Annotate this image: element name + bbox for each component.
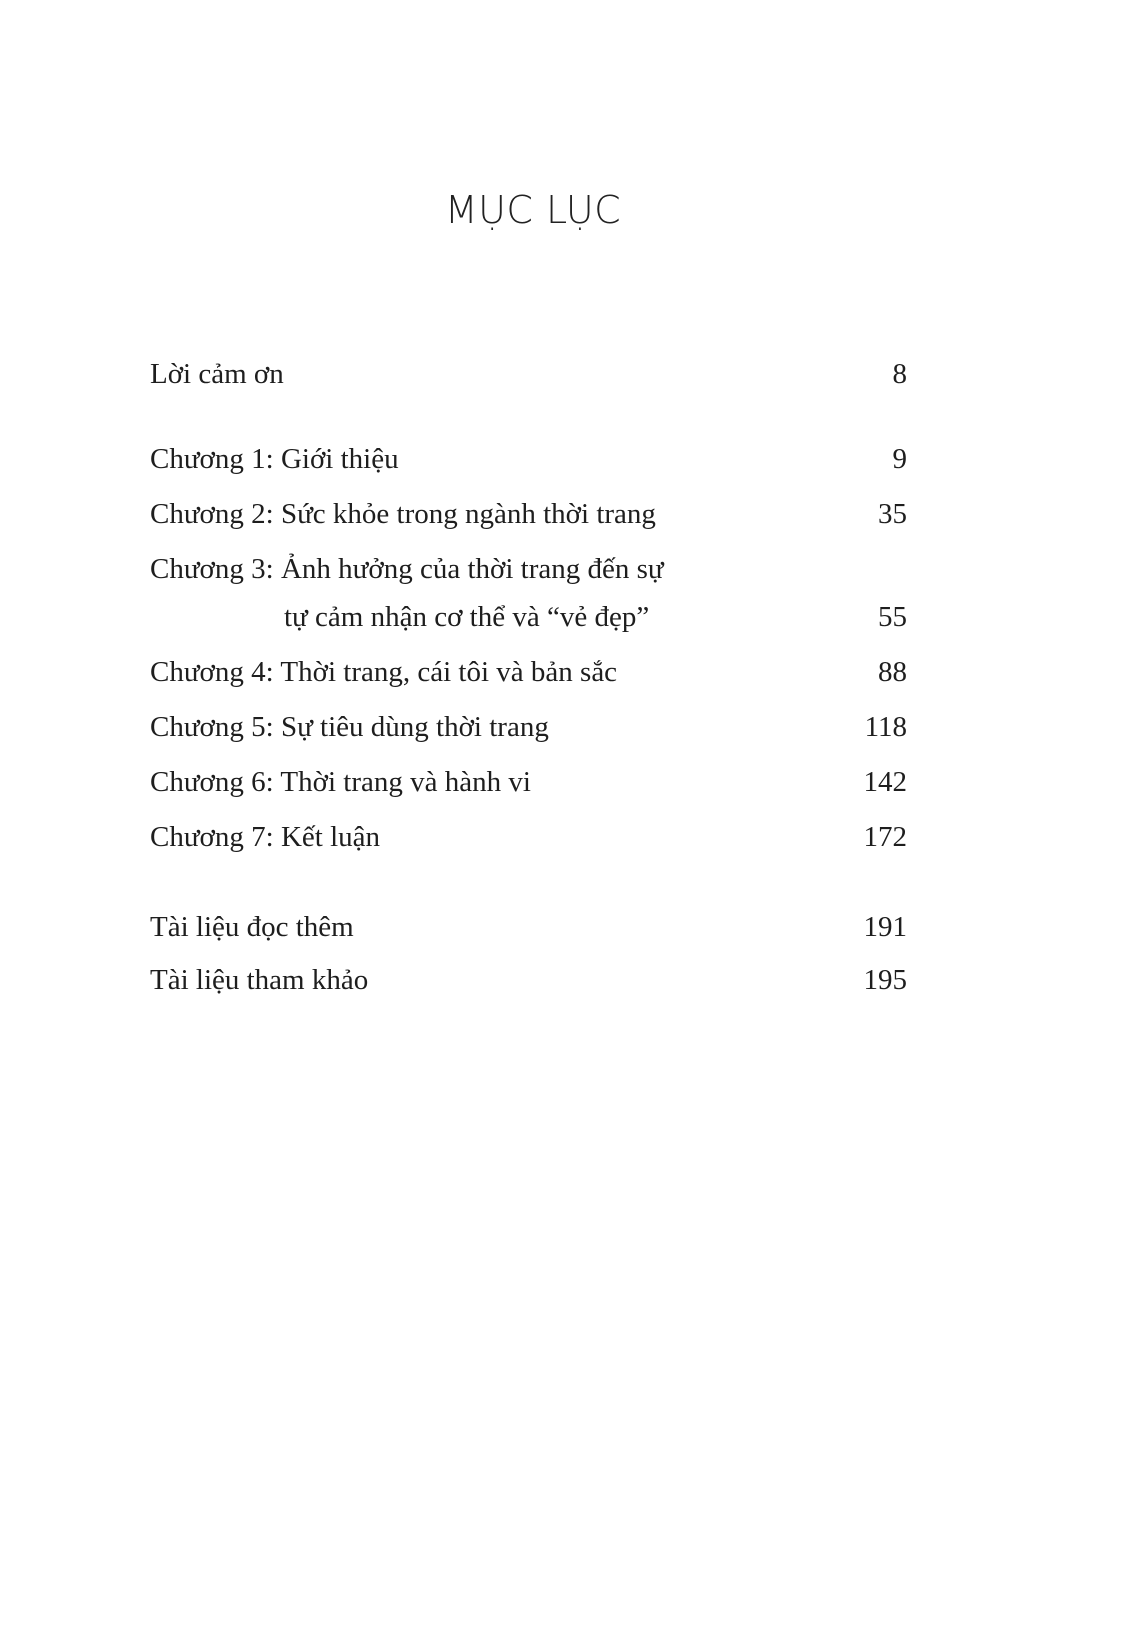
toc-entry-label: Chương 3: Ảnh hưởng của thời trang đến sự [150,553,664,585]
toc-entry-label: Chương 2: Sức khỏe trong ngành thời trang [150,498,656,530]
toc-entry-label: Chương 6: Thời trang và hành vi [150,766,531,798]
toc-entry-page: 172 [863,821,907,853]
toc-entry-page: 88 [878,656,907,688]
toc-entry-label: Lời cảm ơn [150,358,284,390]
toc-entry-acknowledgements[interactable] [150,354,907,394]
toc-entry-page: 195 [863,964,907,996]
toc-entry-label-continued: tự cảm nhận cơ thể và “vẻ đẹp” [284,601,650,633]
toc-entry-label: Chương 1: Giới thiệu [150,443,399,475]
toc-entry-label: Tài liệu tham khảo [150,964,369,996]
toc-entry-chapter-6[interactable] [150,762,907,802]
toc-entry-page: 9 [892,443,907,475]
toc-entry-page: 191 [863,911,907,943]
page-title: MỤC LỤC [444,188,622,232]
toc-entry-label: Tài liệu đọc thêm [150,911,354,943]
toc-entry-chapter-7[interactable] [150,817,907,857]
toc-entry-page: 142 [863,766,907,798]
toc-entry-chapter-5[interactable] [150,707,907,747]
toc-entry-page: 35 [878,498,907,530]
toc-entry-label: Chương 4: Thời trang, cái tôi và bản sắc [150,656,618,688]
toc-entry-further-reading[interactable] [150,907,907,947]
toc-entry-page: 8 [892,358,907,390]
toc-entry-page: 55 [878,601,907,633]
toc-entry-page: 118 [864,711,907,743]
toc-entry-chapter-4[interactable] [150,652,907,692]
toc-entry-label: Chương 5: Sự tiêu dùng thời trang [150,711,549,743]
toc-entry-chapter-2[interactable] [150,494,907,534]
toc-entry-references[interactable] [150,960,907,1000]
toc-entry-label: Chương 7: Kết luận [150,821,381,853]
toc-entry-chapter-3[interactable] [150,549,907,633]
toc-entry-chapter-1[interactable] [150,439,907,479]
